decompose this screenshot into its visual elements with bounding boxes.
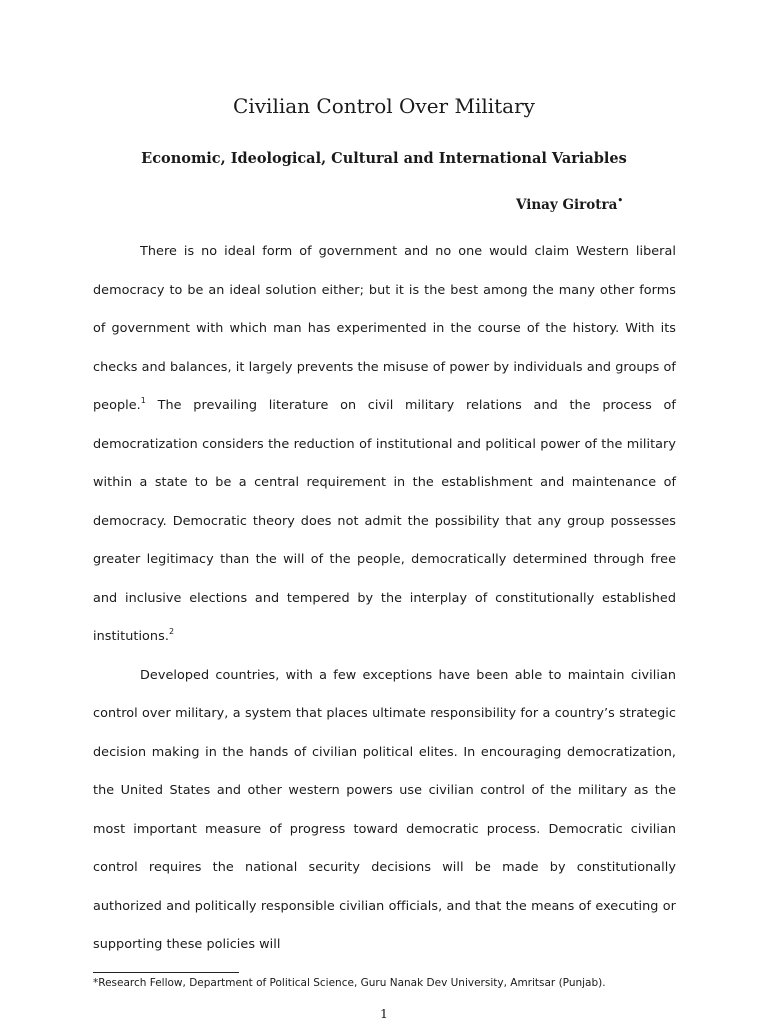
paragraph-2: Developed countries, with a few exceptions have been able to maintain civilian control over military, a system that places ultimate responsibility for a country’s strategic decision making in the hands of civilian political elites. In encouraging democratization, the United States and other western powers use civilian control of the military as the most important measure of progress toward democratic process. Democratic civilian control requires the national security decisions will be made by constitutionally authorized and politically responsible civilian officials, and that the means of executing or supporting these policies will [93,667,676,952]
paragraph-1-part-1: There is no ideal form of government and no one would claim Western liberal democracy to be an ideal solution either; but it is the best among the many other forms of government with which man has experimented in the course of the history. With its checks and balances, it largely prevents the misuse of power by individuals and groups of people. [93,244,676,413]
footnote-ref-1: 1 [140,396,146,405]
footnote-divider [93,972,239,973]
body-text [93,233,676,965]
page-number: 1 [380,1006,388,1021]
author-name: Vinay Girotra [516,197,618,213]
author-line [516,196,623,213]
paper-subtitle: Economic, Ideological, Cultural and International Variables [141,150,627,167]
paragraph-1 [93,233,676,657]
footnote-ref-2: 2 [168,627,175,636]
paper-title: Civilian Control Over Military [233,94,535,118]
author-footnote-marker: • [617,196,624,206]
footnote-author-affiliation: *Research Fellow, Department of Political Science, Guru Nanak Dev University, Amritsar (Punjab). [93,977,606,989]
paragraph-1-part-2: The prevailing literature on civil military relations and the process of democratization considers the reduction of institutional and political power of the military within a state to be a central requirement in the establishment and maintenance of democracy. Democratic theory does not admit the possibility that any group possesses greater legitimacy than the will of the people, democratically determined through free and inclusive elections and tempered by the interplay of constitutionally established institutions. [93,398,676,644]
